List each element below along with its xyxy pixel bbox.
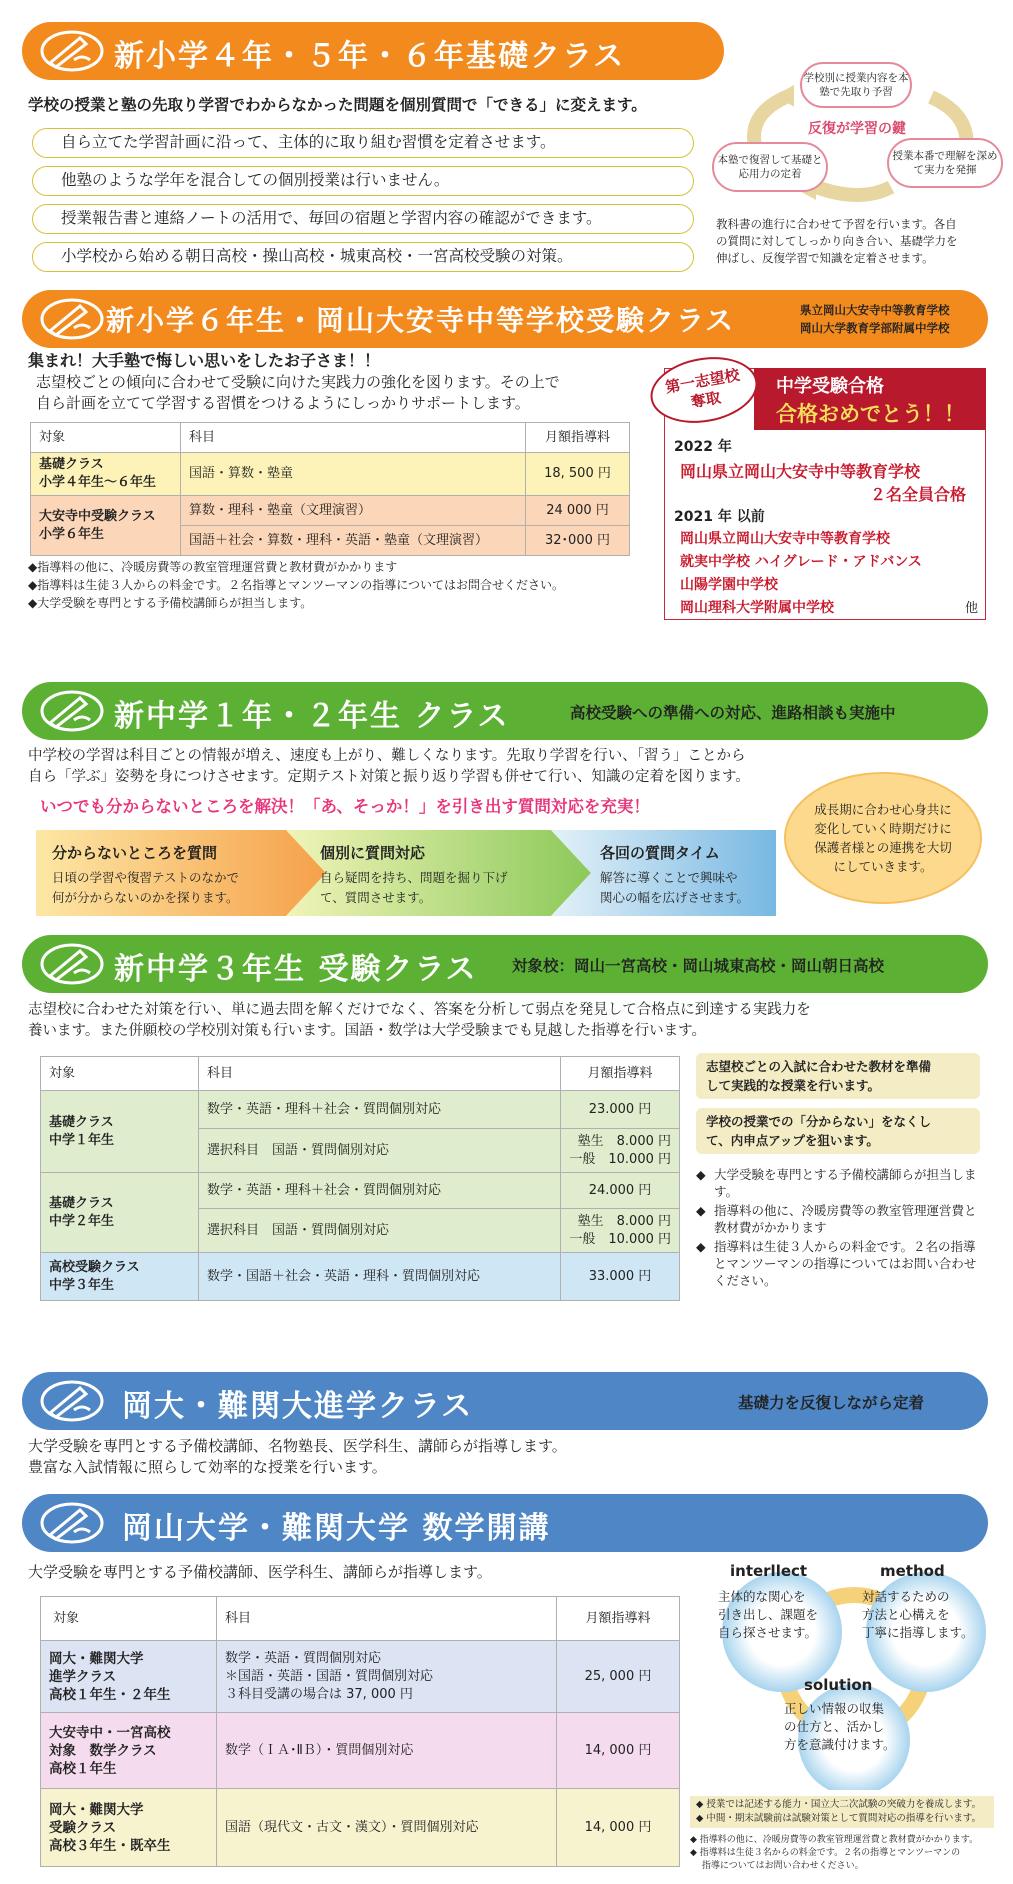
th-subject: 科目 [181,423,526,453]
row-subject: 国語＋社会・算数・理科・英語・塾童（文理演習） [181,526,526,556]
row-fee: 25, 000 円 [557,1641,680,1713]
section6-fee-table [40,1596,680,1867]
row-fee: 塾生 8.000 円 一般 10.000 円 [561,1209,680,1253]
section4-fee-table [40,1056,680,1301]
section2-sub2: 岡山大学教育学部附属中学校 [800,321,950,335]
row-subject: 国語・算数・塾童 [181,453,526,496]
th-subject: 科目 [199,1057,561,1091]
row-fee: 32･000 円 [526,526,630,556]
th-fee: 月額指導料 [557,1597,680,1641]
th-fee: 月額指導料 [526,423,630,453]
row-fee: 23.000 円 [561,1091,680,1129]
side-text-line: 教科書の進行に合わせて予習を行います。各自 [716,217,957,231]
section2-banner [22,290,988,348]
venn-method-body: 対話するための 方法と心構えを 丁寧に指導します。 [862,1589,974,1640]
row-target: 基礎クラス 小学４年生〜６年生 [31,453,181,496]
pen-writing-icon [40,943,104,985]
section4-callout-1 [696,1053,980,1099]
venn-method-title: method [880,1562,945,1580]
section2-catch: 集まれ！大手塾で悔しい思いをしたお子さま！！ [28,351,381,370]
note-line: ◆ 授業では記述する能力・国立大二次試験の突破力を養成します。 [696,1799,982,1810]
bullet-text: 大学受験を専門とする予備校講師らが担当します。 [714,1167,977,1199]
cycle-node-right: 授業本番で理解を深めて実力を発揮 [887,138,1003,188]
section4-title: 新中学３年生 受験クラス [114,952,478,987]
section1-title: 新小学４年・５年・６年基礎クラス [114,39,626,74]
row-fee: 24.000 円 [561,1173,680,1209]
section3-title: 新中学１年・２年生 クラス [114,699,510,734]
row-subject: 算数・理科・塾童（文理演習） [181,496,526,526]
th-target: 対象 [41,1597,217,1641]
body-line: 養います。また併願校の学校別対策も行います。国語・数学は大学受験までも見越した指導を行います。 [28,1023,707,1039]
step-heading: 分からないところを質問 [52,844,218,862]
bullet-text: 指導料の他に、冷暖房費等の教室管理運営費と教材費がかかります [714,1203,977,1235]
section6-note-box [690,1796,994,1828]
section4-body [28,1000,811,1042]
bubble-line: 保護者様との連携を大切 [814,840,952,855]
th-target: 対象 [31,423,181,453]
bubble-line: にしていきます。 [833,859,933,874]
row-target: 基礎クラス 中学１年生 [41,1091,199,1173]
result-2022-count: ２名全員合格 [870,485,967,504]
row-target: 大安寺中受験クラス 小学６年生 [31,496,181,556]
callout-line: て、内申点アップを狙います。 [706,1133,879,1148]
row-target: 岡大・難関大学 受験クラス 高校３年生・既卒生 [41,1789,217,1867]
th-subject: 科目 [217,1597,557,1641]
section4-callout-2 [696,1108,980,1154]
section3-body [28,746,750,788]
note-line: ◆ 中間・期末試験前は試験対策として質問対応の指導を行います。 [696,1813,982,1824]
row-target: 岡大・難関大学 進学クラス 高校１年生・２年生 [41,1641,217,1713]
row-fee: 24 000 円 [526,496,630,526]
first-choice-badge: 第一志望校 奪取 [645,349,762,431]
body-line: 大学受験を専門とする予備校講師、名物塾長、医学科生、講師らが指導します。 [28,1437,567,1455]
pen-writing-icon [40,690,104,732]
year-2022: 2022 年 [674,439,732,455]
side-text-line: 伸ばし、反復学習で知識を定着させます。 [716,251,934,265]
th-fee: 月額指導料 [561,1057,680,1091]
row-subject: 国語（現代文・古文・漢文）・質問個別対応 [217,1789,557,1867]
pen-writing-icon [40,298,104,340]
section6-lead: 大学受験を専門とする予備校講師、医学科生、講師らが指導します。 [28,1563,492,1581]
row-fee: 18, 500 円 [526,453,630,496]
bullet-item [696,1166,986,1200]
pen-writing-icon [40,30,104,72]
venn-interllect-body: 主体的な関心を 引き出し、課題を 自ら探させます。 [718,1589,819,1640]
section5-banner [22,1372,988,1430]
row-subject: 数学・英語・質問個別対応 ＊国語・英語・国語・質問個別対応 ３科目受講の場合は 37, 000 円 [217,1641,557,1713]
step-body: 関心の幅を広げさせます。 [600,890,750,905]
cycle-center-label: 反復が学習の鍵 [808,121,906,137]
section4-bullets [696,1166,986,1291]
pass-header-line2: 合格おめでとう！！ [776,402,965,426]
section5-sub: 基礎力を反復しながら定着 [738,1394,925,1412]
feature-pill: 他塾のような学年を混合しての個別授業は行いません。 [32,166,694,196]
step-body: 解答に導くことで興味や [600,870,738,885]
fine-print-line: 指導についてはお問い合わせください。 [690,1861,864,1871]
row-fee: 33.000 円 [561,1253,680,1301]
feature-pill: 小学校から始める朝日高校・操山高校・城東高校・一宮高校受験の対策。 [32,242,694,272]
row-fee: 14, 000 円 [557,1713,680,1789]
section2-sub1: 県立岡山大安寺中等教育学校 [800,303,950,317]
row-subject: 選択科目 国語・質問個別対応 [199,1129,561,1173]
section3-sub: 高校受験への準備への対応、進路相談も実施中 [570,704,896,722]
feature-pill: 授業報告書と連絡ノートの活用で、毎回の宿題と学習内容の確認ができます。 [32,204,694,234]
cycle-node-top: 学校別に授業内容を本塾で先取り予習 [800,62,912,108]
school-name: 山陽学園中学校 [680,577,778,593]
other-label: 他 [965,601,979,616]
section6-fine-print [690,1834,978,1873]
venn-solution-body: 正しい情報の収集 の仕方と、活かし 方を意識付けます。 [784,1701,896,1752]
venn-solution-title: solution [804,1676,873,1694]
pen-writing-icon [40,1502,104,1544]
section3-banner [22,682,988,740]
row-target: 高校受験クラス 中学３年生 [41,1253,199,1301]
section1-side-text [716,216,958,267]
row-subject: 数学・国語＋社会・英語・理科・質問個別対応 [199,1253,561,1301]
section2-body [36,372,560,414]
section4-sub: 対象校：岡山一宮高校・岡山城東高校・岡山朝日高校 [512,957,885,975]
bubble-line: 変化していく時期だけに [814,821,952,836]
note-line: ◆指導料は生徒３人からの料金です。２名指導とマンツーマンの指導についてはお問合せください。 [28,578,565,592]
body-line: 自ら「学ぶ」姿勢を身につけさせます。定期テスト対策と振り返り学習も併せて行い、知識の定着を図ります。 [28,769,750,785]
section5-body [28,1436,567,1478]
section5-title: 岡大・難関大進学クラス [122,1389,474,1424]
body-line: 中学校の学習は科目ごとの情報が増え、速度も上がり、難しくなります。先取り学習を行い、「習う」ことから [28,748,746,764]
body-line: 自ら計画を立てて学習する習慣をつけるようにしっかりサポートします。 [36,394,530,412]
section1-banner [22,22,724,80]
note-line: ◆指導料の他に、冷暖房費等の教室管理運営費と教材費がかかります [28,560,398,574]
school-name: 岡山県立岡山大安寺中等教育学校 [680,531,890,547]
body-line: 志望校ごとの傾向に合わせて受験に向けた実践力の強化を図ります。その上で [36,373,560,391]
fine-print-line: ◆ 指導料の他に、冷暖房費等の教室管理運営費と教材費がかかります。 [690,1835,979,1845]
feature-pill: 自ら立てた学習計画に沿って、主体的に取り組む習慣を定着させます。 [32,128,694,158]
callout-line: して実践的な授業を行います。 [706,1078,881,1093]
section4-banner [22,935,988,993]
section6-banner [22,1494,988,1552]
section2-fee-table [30,422,630,556]
bullet-item [696,1202,986,1236]
step-body: て、質問させます。 [320,890,432,905]
step-heading: 各回の質問タイム [600,844,720,862]
step-body: 自ら疑問を持ち、問題を掘り下げ [320,870,508,885]
year-2021: 2021 年 以前 [674,509,765,525]
bubble-line: 成長期に合わせ心身共に [814,802,952,817]
section6-title: 岡山大学・難関大学 数学開講 [122,1511,551,1546]
side-text-line: の質問に対してしっかり向き合い、基礎学力を [716,234,958,248]
row-target: 大安寺中・一宮高校 対象 数学クラス 高校１年生 [41,1713,217,1789]
body-line: 志望校に合わせた対策を行い、単に過去問を解くだけでなく、答案を分析して弱点を発見して合格点に到達する実践力を [28,1002,811,1018]
guardian-bubble-text [784,800,982,876]
school-list [680,528,922,620]
school-name: 就実中学校 ハイグレード・アドバンス [680,554,922,570]
row-subject: 数学・英語・理科＋社会・質問個別対応 [199,1091,561,1129]
step-body: 何が分からないのかを探ります。 [52,890,239,905]
th-target: 対象 [41,1057,199,1091]
row-subject: 数学・英語・理科＋社会・質問個別対応 [199,1173,561,1209]
row-subject: 数学（ＩＡ･ⅡＢ）・質問個別対応 [217,1713,557,1789]
row-fee: 塾生 8.000 円 一般 10.000 円 [561,1129,680,1173]
section2-notes [28,558,564,612]
pen-writing-icon [40,1380,104,1422]
note-line: ◆大学受験を専門とする予備校講師らが担当します。 [28,596,313,610]
cycle-node-left: 本塾で復習して基礎と応用力の定着 [712,142,828,192]
step-heading: 個別に質問対応 [320,844,426,862]
row-target: 基礎クラス 中学２年生 [41,1173,199,1253]
school-name: 岡山理科大学附属中学校 [680,600,834,616]
bullet-item [696,1238,986,1289]
pass-header-line1: 中学受験合格 [776,376,884,397]
diamond-bullet-icon: ◆ [696,1203,706,1218]
result-2022-school: 岡山県立岡山大安寺中等教育学校 [680,462,921,481]
body-line: 豊富な入試情報に照らして効率的な授業を行います。 [28,1458,387,1476]
callout-line: 学校の授業での「分からない」をなくし [706,1114,932,1129]
row-fee: 14, 000 円 [557,1789,680,1867]
row-subject: 選択科目 国語・質問個別対応 [199,1209,561,1253]
section2-title: 新小学６年生・岡山大安寺中等学校受験クラス [106,304,736,337]
fine-print-line: ◆ 指導料は生徒３名からの料金です。２名の指導とマンツーマンの [690,1848,961,1858]
section3-catch: いつでも分からないところを解決！「あ、そっか！」を引き出す質問対応を充実！ [40,797,650,816]
callout-line: 志望校ごとの入試に合わせた教材を準備 [706,1059,932,1074]
step-body: 日頃の学習や復習テストのなかで [52,870,240,885]
bullet-text: 指導料は生徒３人からの料金です。２名の指導とマンツーマンの指導についてはお問い合わせください。 [714,1239,977,1288]
diamond-bullet-icon: ◆ [696,1239,706,1254]
diamond-bullet-icon: ◆ [696,1167,706,1182]
venn-interllect-title: interllect [730,1562,808,1580]
section1-lead: 学校の授業と塾の先取り学習でわからなかった問題を個別質問で「できる」に変えます。 [28,96,647,114]
